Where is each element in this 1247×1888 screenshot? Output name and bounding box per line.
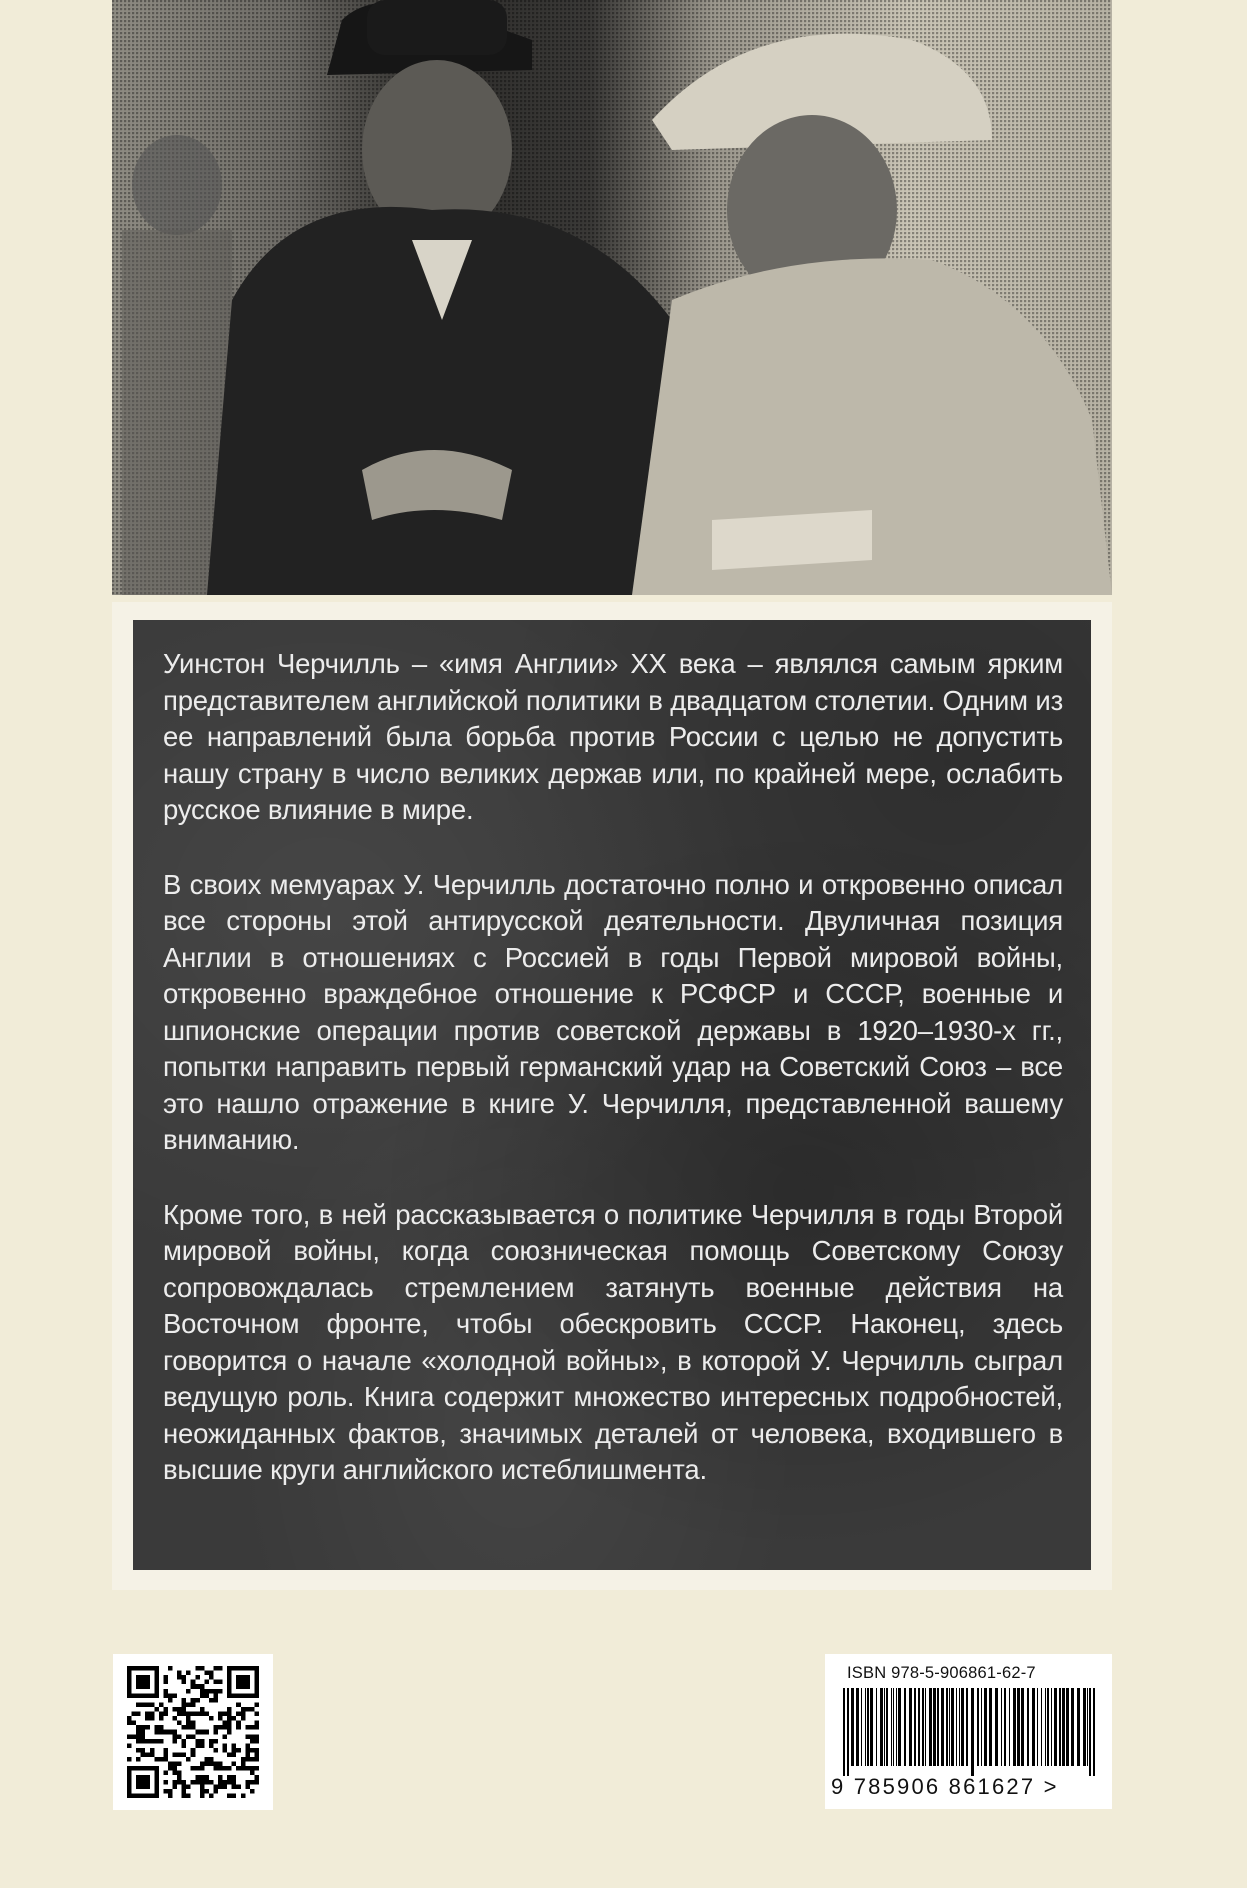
description-paragraph-1: Уинстон Черчилль – «имя Англии» XX века – являлся самым ярким представителем английской политики в двадцатом столетии. Одним из ее направлений была борьба против России с целью не допустить нашу страну в число великих держав или, по крайней мере, ослабить русское влияние в мире.	[163, 648, 1063, 825]
barcode-digits: 9 785906 861627 >	[831, 1774, 1059, 1799]
description-paragraph-2: В своих мемуарах У. Черчилль достаточно полно и откровенно описал все стороны этой антирусской деятельности. Двуличная позиция Англии в отношениях с Россией в годы Первой мировой войны, откровенно враждебное отношение к РСФСР и СССР, военные и шпионские операции против советской державы в 1920–1930-х гг., попытки направить первый германский удар на Советский Союз – все это нашло отражение в книге У. Черчилля, представленной вашему вниманию.	[163, 868, 1063, 1155]
barcode-icon	[843, 1688, 1098, 1776]
description-paragraph-3: Кроме того, в ней рассказывается о политике Черчилля в годы Второй мировой войны, когда союзническая помощь Советскому Союзу сопровождалась стремлением затянуть военные действия на Восточном фронте, чтобы обескровить СССР. Наконец, здесь говорится о начале «холодной войны», в которой У. Черчилль сыграл ведущую роль. Книга содержит множество интересных подробностей, неожиданных фактов, значимых деталей от человека, входившего в высшие круги английского истеблишмента.	[163, 1198, 1063, 1485]
isbn-label: ISBN 978-5-906861-62-7	[847, 1664, 1036, 1682]
isbn-barcode-block	[825, 1654, 1112, 1809]
qr-code	[113, 1654, 273, 1810]
description-panel	[133, 620, 1091, 1570]
cover-photo	[112, 0, 1112, 595]
photo-silhouettes-illustration	[112, 0, 1112, 595]
qr-code-icon	[125, 1666, 261, 1798]
